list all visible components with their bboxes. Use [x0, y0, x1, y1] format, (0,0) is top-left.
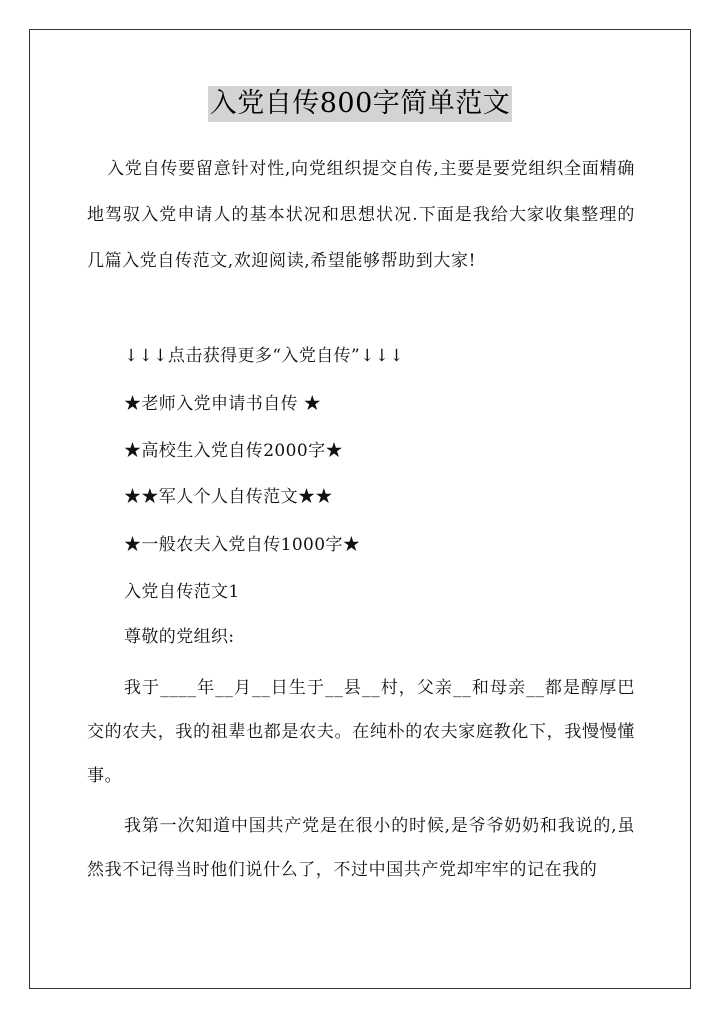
- link-teacher-autobiography[interactable]: ★老师入党申请书自传 ★: [124, 394, 322, 414]
- section-title: 入党自传范文1: [124, 582, 240, 602]
- more-link[interactable]: ↓↓↓点击获得更多“入党自传”↓↓↓: [124, 346, 405, 366]
- body-paragraph-1: 我于____年__月__日生于__县__村，父亲__和母亲__都是醇厚巴交的农夫，我的祖辈也都是农夫。在纯朴的农夫家庭教化下，我慢慢懂事。: [87, 678, 635, 786]
- link-soldier-autobiography[interactable]: ★★军人个人自传范文★★: [124, 487, 333, 507]
- document-title: 入党自传800字简单范文: [208, 86, 513, 122]
- title-container: [0, 86, 720, 122]
- link-farmer-autobiography[interactable]: ★一般农夫入党自传1000字★: [124, 535, 361, 555]
- link-college-autobiography[interactable]: ★高校生入党自传2000字★: [124, 441, 343, 461]
- body-paragraph-2: 我第一次知道中国共产党是在很小的时候,是爷爷奶奶和我说的,虽然我不记得当时他们说什么了，不过中国共产党却牢牢的记在我的: [87, 816, 635, 880]
- intro-paragraph: 入党自传要留意针对性,向党组织提交自传,主要是要党组织全面精确地驾驭入党申请人的基本状况和思想状况.下面是我给大家收集整理的几篇入党自传范文,欢迎阅读,希望能够帮助到大家!: [87, 159, 635, 271]
- salutation: 尊敬的党组织:: [124, 627, 235, 647]
